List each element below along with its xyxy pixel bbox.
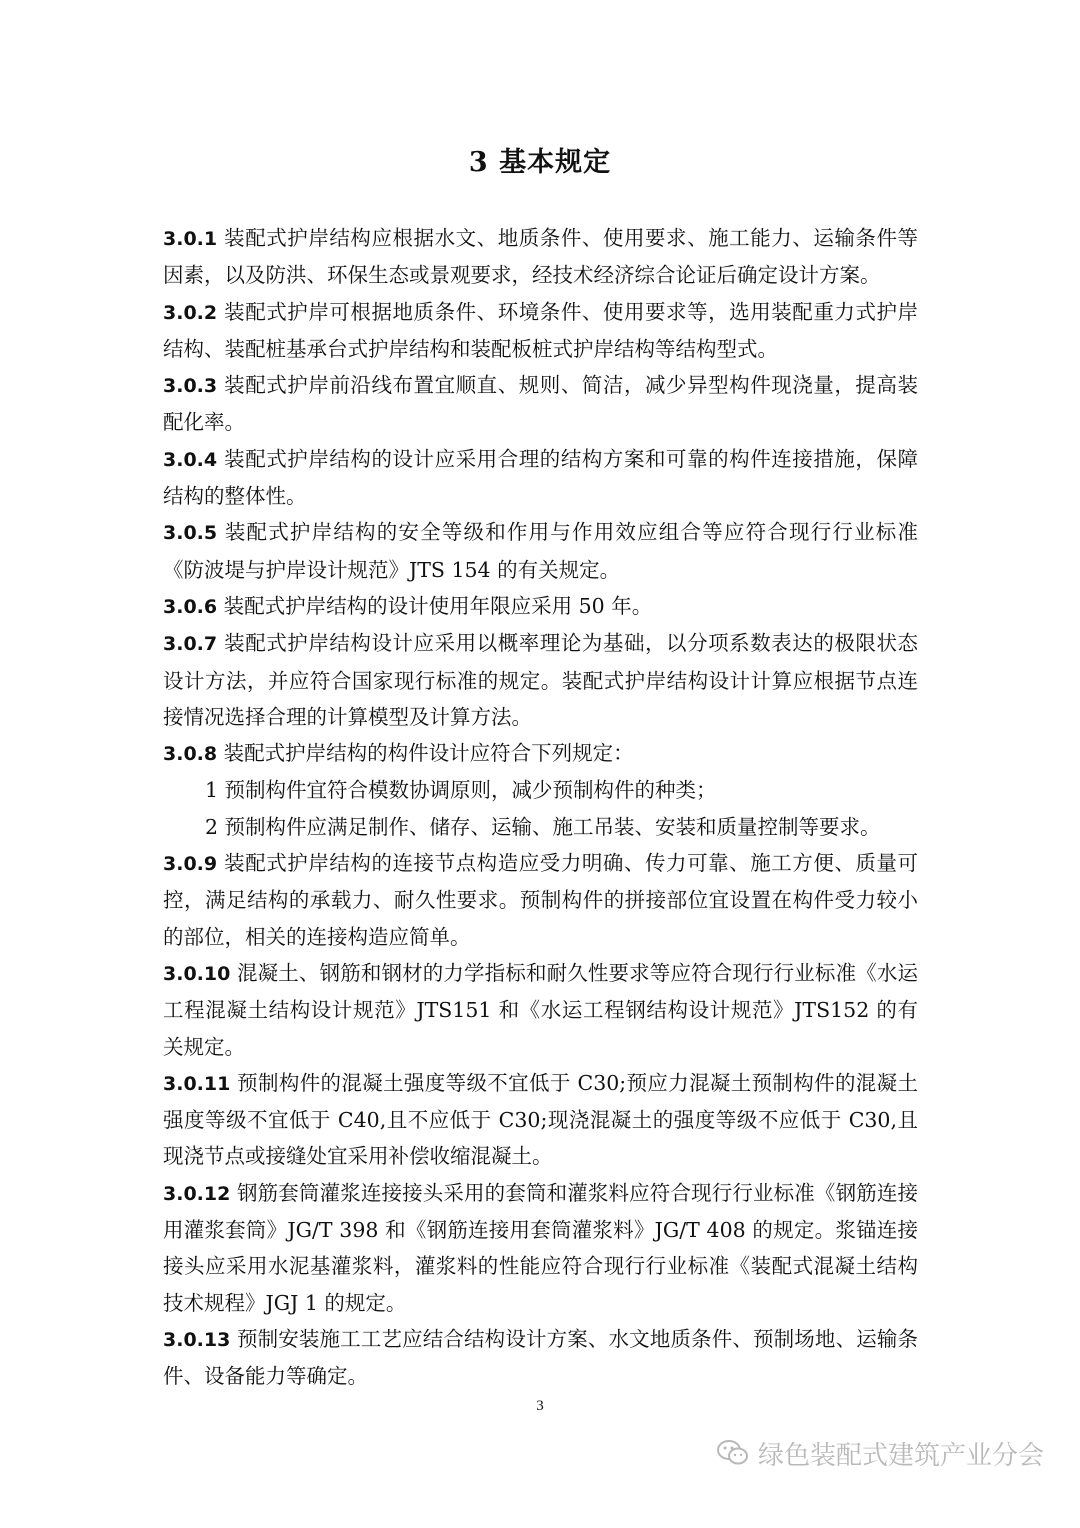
clause-number: 3.0.1 [163, 228, 218, 250]
clause-text: 装配式护岸结构的设计应采用合理的结构方案和可靠的构件连接措施，保障结构的整体性。 [163, 446, 918, 509]
clause-number: 3.0.6 [163, 595, 218, 618]
clause-number: 3.0.12 [163, 1182, 231, 1205]
clause-number: 3.0.9 [163, 853, 218, 876]
clause-3-0-13 [163, 1321, 918, 1395]
clause-3-0-11 [163, 1065, 918, 1175]
clause-number: 3.0.13 [163, 1328, 231, 1351]
clause-text: 装配式护岸可根据地质条件、环境条件、使用要求等，选用装配重力式护岸结构、装配桩基承台式护岸结构和装配板桩式护岸结构等结构型式。 [163, 299, 918, 361]
clause-number: 3.0.10 [163, 962, 231, 985]
clause-text: 装配式护岸结构的构件设计应符合下列规定： [217, 741, 634, 766]
clause-3-0-2 [163, 294, 918, 368]
clause-text: 装配式护岸结构的设计使用年限应采用 50 年。 [217, 593, 653, 618]
clause-3-0-3 [163, 367, 918, 441]
document-body [163, 220, 918, 1395]
clause-number: 3.0.8 [163, 743, 218, 766]
wechat-icon [716, 1438, 750, 1468]
clause-text: 装配式护岸结构的安全等级和作用与作用效应组合等应符合现行行业标准《防波堤与护岸设计规范》JTS 154 的有关规定。 [163, 520, 918, 582]
list-item: 2 预制构件应满足制作、储存、运输、施工吊装、安装和质量控制等要求。 [205, 814, 881, 839]
clause-3-0-5 [163, 514, 918, 588]
watermark-text: 绿色装配式建筑产业分会 [757, 1440, 1044, 1471]
clause-3-0-10 [163, 955, 918, 1065]
clause-text: 装配式护岸结构应根据水文、地质条件、使用要求、施工能力、运输条件等因素，以及防洪、环保生态或景观要求，经技术经济综合论证后确定设计方案。 [163, 226, 918, 288]
clause-number: 3.0.5 [163, 522, 218, 545]
clause-3-0-8 [163, 735, 918, 772]
list-item: 1 预制构件宜符合模数协调原则，减少预制构件的种类； [205, 778, 717, 803]
clause-text: 预制安装施工工艺应结合结构设计方案、水文地质条件、预制场地、运输条件、设备能力等确定。 [163, 1326, 918, 1389]
clause-3-0-6 [163, 588, 918, 625]
clause-number: 3.0.3 [163, 375, 218, 398]
clause-number: 3.0.11 [163, 1072, 231, 1095]
clause-number: 3.0.7 [163, 633, 218, 656]
clause-text: 装配式护岸结构的连接节点构造应受力明确、传力可靠、施工方便、质量可控，满足结构的承载力、耐久性要求。预制构件的拼接部位宜设置在构件受力较小的部位，相关的连接构造应简单。 [163, 851, 918, 949]
clause-text: 钢筋套筒灌浆连接接头采用的套筒和灌浆料应符合现行行业标准《钢筋连接用灌浆套筒》JG/T 398 和《钢筋连接用套筒灌浆料》JG/T 408 的规定。浆锚连接接头应采用水泥基灌浆料，灌浆料的性能应符合现行行业标准《装配式混凝土结构技术规程》JGJ 1 的规定。 [163, 1180, 918, 1315]
clause-text: 混凝土、钢筋和钢材的力学指标和耐久性要求等应符合现行行业标准《水运工程混凝土结构设计规范》JTS151 和《水运工程钢结构设计规范》JTS152 的有关规定。 [163, 960, 918, 1059]
clause-text: 装配式护岸结构设计应采用以概率理论为基础，以分项系数表达的极限状态设计方法，并应符合国家现行标准的规定。装配式护岸结构设计计算应根据节点连接情况选择合理的计算模型及计算方法。 [163, 631, 918, 729]
clause-3-0-7 [163, 625, 918, 735]
clause-number: 3.0.4 [163, 448, 218, 471]
clause-text: 装配式护岸前沿线布置宜顺直、规则、简洁，减少异型构件现浇量，提高装配化率。 [163, 373, 918, 435]
section-title: 3 基本规定 [468, 147, 612, 178]
clause-number: 3.0.2 [163, 301, 218, 324]
clause-3-0-1 [163, 220, 918, 294]
clause-3-0-9 [163, 845, 918, 955]
page-number: 3 [536, 1398, 544, 1414]
clause-3-0-12 [163, 1175, 918, 1321]
watermark [716, 1433, 1044, 1473]
clause-3-0-4 [163, 441, 918, 515]
clause-text: 预制构件的混凝土强度等级不宜低于 C30;预应力混凝土预制构件的混凝土强度等级不宜低于 C40,且不应低于 C30;现浇混凝土的强度等级不应低于 C30,且现浇节点或接缝处宜采用补偿收缩混凝土。 [163, 1070, 918, 1169]
